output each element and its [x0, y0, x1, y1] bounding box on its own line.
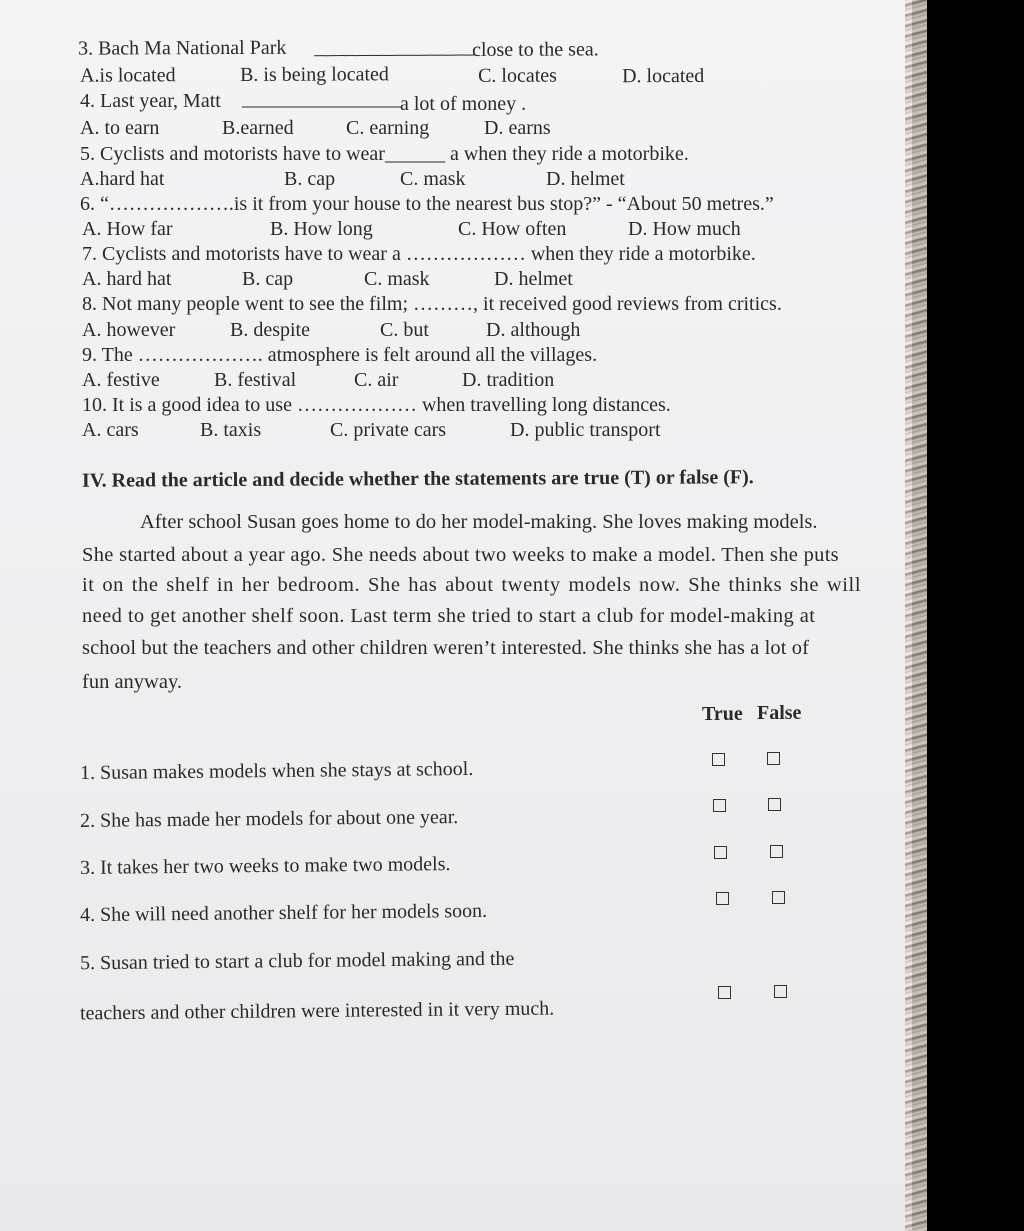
statement-1 [80, 758, 474, 785]
paragraph-line: After school Susan goes home to do her model-making. She loves making models. [140, 511, 818, 533]
option-c: C. earning [346, 117, 430, 139]
true-checkbox[interactable] [718, 986, 731, 999]
option-a: A. How far [82, 218, 173, 240]
option-a: A. festive [82, 369, 160, 391]
option-a: A.is located [80, 64, 176, 87]
option-a: A. to earn [80, 117, 160, 139]
statement-5-continued: teachers and other children were interested in it very much. [79, 997, 555, 1025]
false-checkbox[interactable] [770, 845, 783, 858]
statement-text: It takes her two weeks to make two models. [99, 853, 451, 879]
question-stem: 8. Not many people went to see the film; ………, it received good reviews from critics. [82, 293, 782, 315]
statement-4 [80, 900, 487, 927]
option-d: D. although [486, 319, 581, 341]
question-stem: 10. It is a good idea to use ……………… when travelling long distances. [82, 394, 671, 416]
option-b: B. cap [284, 168, 336, 190]
paragraph-line: She started about a year ago. She needs about two weeks to make a model. Then she puts [82, 544, 839, 566]
statement-text: Susan tried to start a club for model making and the [99, 947, 515, 975]
option-b: B. cap [242, 268, 294, 290]
option-d: D. tradition [462, 369, 555, 391]
option-d: D. public transport [510, 419, 661, 441]
option-a: A. hard hat [82, 268, 172, 290]
answer-blank: ________________ [314, 35, 475, 59]
question-stem: 5. Cyclists and motorists have to wear______ a when they ride a motorbike. [80, 143, 689, 165]
option-c: C. mask [364, 268, 430, 290]
paragraph-line: school but the teachers and other children weren’t interested. She thinks she has a lot of [82, 637, 810, 659]
question-stem: 7. Cyclists and motorists have to wear a ……………… when they ride a motorbike. [82, 243, 756, 265]
option-c: C. but [380, 319, 429, 341]
statement-number: 3. [79, 856, 96, 879]
false-checkbox[interactable] [768, 798, 781, 811]
false-checkbox[interactable] [772, 891, 785, 904]
option-b: B. taxis [200, 419, 262, 441]
false-checkbox[interactable] [774, 985, 787, 998]
option-d: D. helmet [546, 168, 625, 190]
option-d: D. located [622, 64, 705, 88]
statement-number: 5. [79, 952, 96, 975]
option-b: B. is being located [240, 63, 389, 86]
statement-number: 2. [79, 809, 96, 832]
question-stem: 3. Bach Ma National Park [78, 36, 287, 60]
option-c: C. mask [400, 168, 466, 190]
true-checkbox[interactable] [716, 892, 729, 905]
answer-blank: ________________ [242, 88, 402, 110]
statement-text: She will need another shelf for her models soon. [99, 899, 488, 926]
option-b: B. despite [230, 319, 310, 341]
option-a: A. however [82, 319, 176, 341]
true-checkbox[interactable] [714, 846, 727, 859]
statement-number: 1. [79, 761, 96, 785]
option-c: C. locates [478, 64, 557, 87]
option-c: C. private cars [330, 419, 447, 441]
statement-text: Susan makes models when she stays at school. [99, 757, 474, 784]
paragraph-line: need to get another shelf soon. Last term she tried to start a club for model-making at [82, 605, 816, 627]
column-false: False [757, 702, 802, 724]
option-d: D. earns [484, 117, 551, 139]
statement-5 [80, 948, 515, 976]
question-stem-end: close to the sea. [472, 38, 599, 61]
option-a: A.hard hat [80, 168, 165, 190]
false-checkbox[interactable] [767, 752, 780, 765]
section-title: IV. Read the article and decide whether the statements are true (T) or false (F). [81, 466, 754, 492]
statement-number: 4. [79, 903, 96, 927]
option-c: C. How often [458, 218, 567, 240]
question-stem: 6. “……………….is it from your house to the nearest bus stop?” - “About 50 metres.” [80, 193, 774, 215]
option-b: B. festival [214, 369, 297, 391]
paragraph-line: fun anyway. [82, 671, 182, 693]
option-d: D. helmet [494, 268, 573, 290]
true-checkbox[interactable] [712, 753, 725, 766]
question-stem: 9. The ………………. atmosphere is felt around all the villages. [82, 344, 598, 366]
statement-2 [80, 806, 458, 833]
question-stem: 4. Last year, Matt [80, 90, 221, 112]
option-a: A. cars [82, 419, 139, 441]
statement-text: She has made her models for about one year. [99, 806, 459, 832]
option-b: B. How long [270, 218, 373, 240]
option-b: B.earned [222, 117, 294, 139]
option-c: C. air [354, 369, 399, 391]
option-d: D. How much [628, 218, 741, 240]
question-stem-end: a lot of money . [400, 93, 527, 115]
page-stack-edge [905, 0, 927, 1231]
column-true: True [702, 703, 743, 725]
statement-3 [80, 853, 451, 880]
true-checkbox[interactable] [713, 799, 726, 812]
paragraph-line: it on the shelf in her bedroom. She has about twenty models now. She thinks she will [82, 574, 862, 596]
